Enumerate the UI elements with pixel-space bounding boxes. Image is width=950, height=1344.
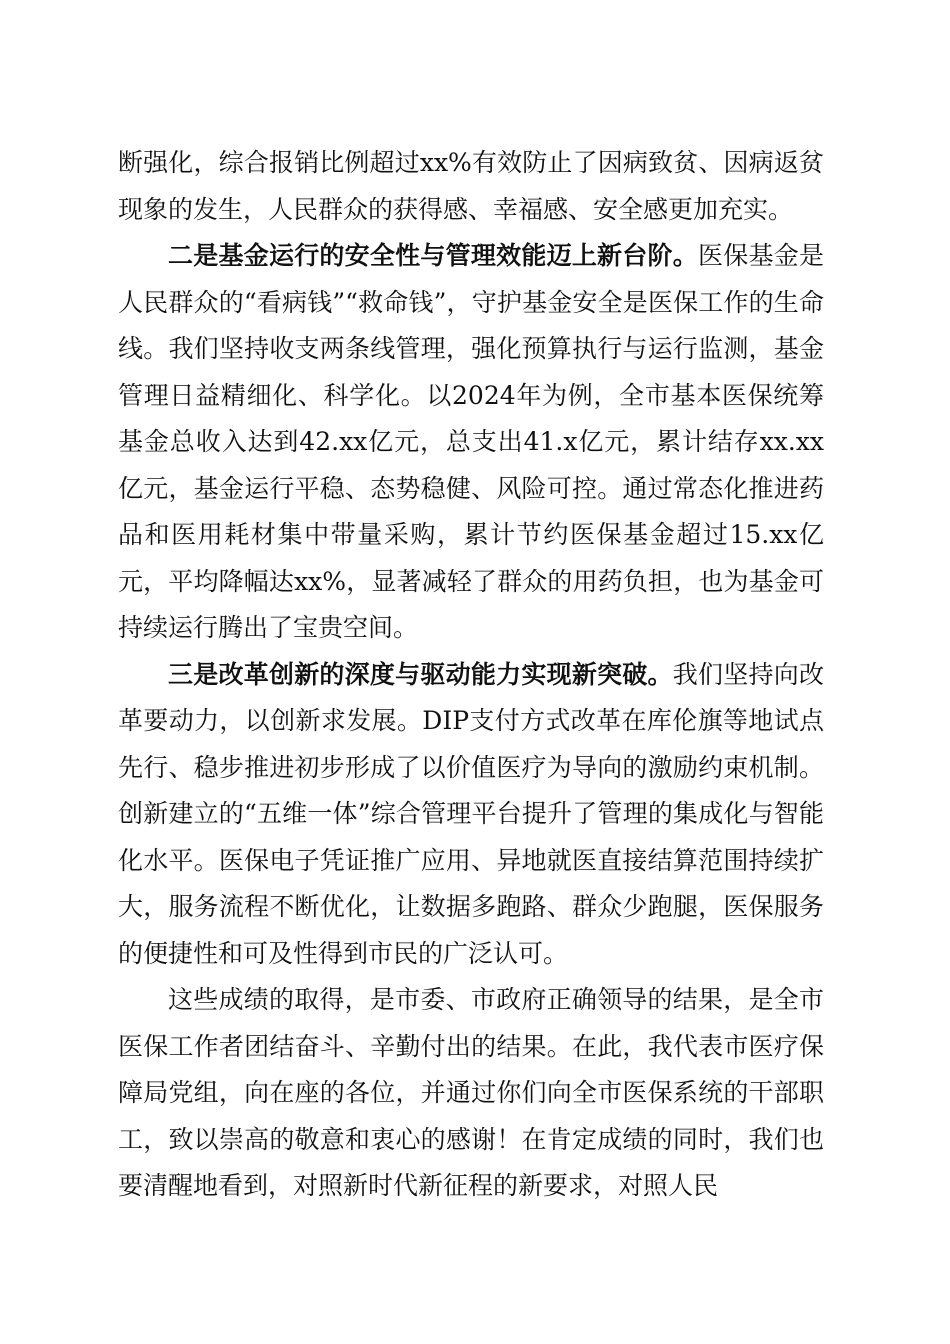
paragraph-lead: 二是基金运行的安全性与管理效能迈上新台阶。: [168, 241, 699, 270]
document-body: [118, 140, 824, 1210]
paragraph-text: 我们坚持向改革要动力，以创新求发展。DIP支付方式改革在库伦旗等地试点先行、稳步推进初步形成了以价值医疗为导向的激励约束机制。创新建立的“五维一体”综合管理平台提升了管理的集成化与智能化水平。医保电子凭证推广应用、异地就医直接结算范围持续扩大，服务流程不断优化，让数据多跑路、群众少跑腿，医保服务的便捷性和可及性得到市民的广泛认可。: [118, 659, 824, 968]
paragraph-text: 这些成绩的取得，是市委、市政府正确领导的结果，是全市医保工作者团结奋斗、辛勤付出的结果。在此，我代表市医疗保障局党组，向在座的各位，并通过你们向全市医保系统的干部职工，致以崇高的敬意和衷心的感谢！在肯定成绩的同时，我们也要清醒地看到，对照新时代新征程的新要求，对照人民: [118, 985, 824, 1200]
paragraph-text: 医保基金是人民群众的“看病钱”“救命钱”，守护基金安全是医保工作的生命线。我们坚持收支两条线管理，强化预算执行与运行监测，基金管理日益精细化、科学化。以2024年为例，全市基本医保统筹基金总收入达到42.xx亿元，总支出41.x亿元，累计结存xx.xx亿元，基金运行平稳、态势稳健、风险可控。通过常态化推进药品和医用耗材集中带量采购，累计节约医保基金超过15.xx亿元，平均降幅达xx%，显著减轻了群众的用药负担，也为基金可持续运行腾出了宝贵空间。: [118, 241, 824, 642]
paragraph-continuation: [118, 140, 824, 233]
paragraph-acknowledgement: [118, 977, 824, 1210]
paragraph-text: 断强化，综合报销比例超过xx%有效防止了因病致贫、因病返贫现象的发生，人民群众的获得感、幸福感、安全感更加充实。: [118, 148, 824, 224]
paragraph-lead: 三是改革创新的深度与驱动能力实现新突破。: [168, 659, 673, 689]
paragraph-reform-innovation: [118, 652, 824, 978]
paragraph-fund-safety: [118, 233, 824, 652]
